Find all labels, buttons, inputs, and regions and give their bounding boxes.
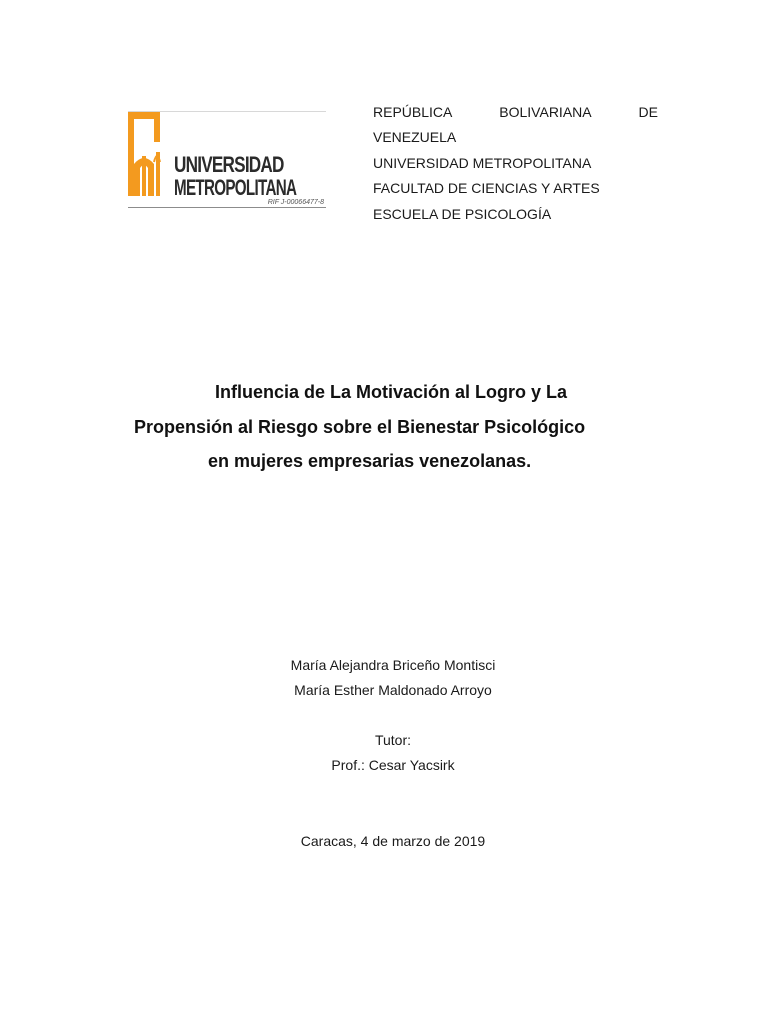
header-word: REPÚBLICA bbox=[373, 104, 453, 120]
institution-header bbox=[373, 100, 658, 227]
header-line-university: UNIVERSIDAD METROPOLITANA bbox=[373, 154, 592, 171]
logo-registration: RIF J-00066477-8 bbox=[267, 199, 324, 206]
author-name: María Esther Maldonado Arroyo bbox=[294, 682, 492, 698]
tutor-block bbox=[0, 728, 768, 778]
tutor-name: Prof.: Cesar Yacsirk bbox=[331, 757, 455, 773]
thesis-title bbox=[130, 375, 655, 479]
title-line: en mujeres empresarias venezolanas. bbox=[208, 451, 532, 471]
logo-text-universidad: UNIVERSIDAD bbox=[174, 152, 284, 177]
header-word: DE bbox=[638, 104, 658, 120]
tutor-label: Tutor: bbox=[374, 732, 412, 748]
place-date-text: Caracas, 4 de marzo de 2019 bbox=[300, 833, 486, 849]
header-word: BOLIVARIANA bbox=[499, 104, 592, 120]
title-line: Influencia de La Motivación al Logro y La bbox=[215, 382, 568, 402]
header-line-republica bbox=[373, 100, 658, 125]
place-date bbox=[0, 829, 768, 854]
logo-text-metropolitana: METROPOLITANA bbox=[174, 175, 297, 200]
title-line: Propensión al Riesgo sobre el Bienestar Psicológico bbox=[134, 416, 586, 437]
header-line-school: ESCUELA DE PSICOLOGÍA bbox=[373, 205, 552, 222]
author-name: María Alejandra Briceño Montisci bbox=[290, 657, 496, 673]
authors-block bbox=[0, 653, 768, 703]
header-line-faculty: FACULTAD DE CIENCIAS Y ARTES bbox=[373, 180, 600, 197]
header-line-venezuela: VENEZUELA bbox=[373, 129, 457, 146]
logo-emblem-icon bbox=[128, 112, 174, 207]
university-logo bbox=[128, 111, 326, 208]
